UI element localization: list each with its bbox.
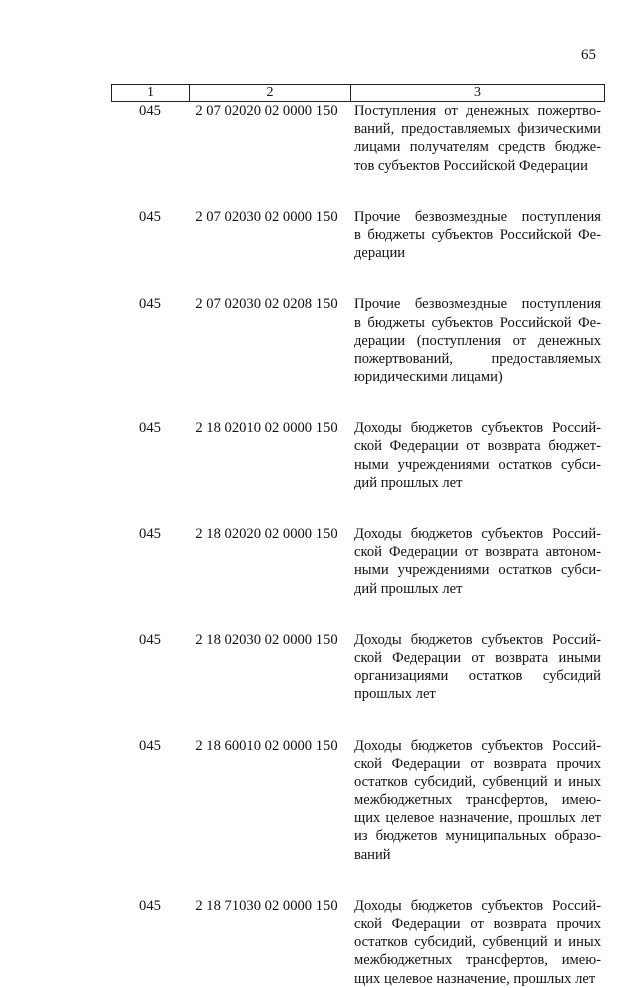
description-line: ской Федерации от возврата прочих xyxy=(354,755,601,772)
description-cell xyxy=(350,737,603,864)
description-line: в бюджеты субъектов Российской Фе- xyxy=(354,226,601,243)
description-line: ваний xyxy=(354,846,391,863)
description-cell xyxy=(350,208,603,263)
description-line: прошлых лет xyxy=(354,686,436,703)
description-line: организациями остатков субсидий xyxy=(354,668,601,685)
revenue-code-cell: 2 18 02010 02 0000 150 xyxy=(195,420,338,437)
admin-code-cell: 045 xyxy=(139,420,161,437)
description-line: Прочие безвозмездные поступления xyxy=(354,208,601,225)
admin-code-cell: 045 xyxy=(139,103,161,119)
description-line: дерации xyxy=(354,245,406,262)
description-cell xyxy=(350,897,603,988)
table-row xyxy=(111,102,603,175)
description-line: ваний, предоставляемых физическими xyxy=(354,121,601,138)
table-row xyxy=(111,295,603,386)
description-line: пожертвований, предоставляемых xyxy=(354,350,601,367)
revenue-code-cell: 2 18 71030 02 0000 150 xyxy=(195,897,338,914)
table-row xyxy=(111,897,603,988)
admin-code-cell: 045 xyxy=(139,526,161,542)
admin-code-cell: 045 xyxy=(139,296,161,313)
description-cell xyxy=(350,295,603,386)
description-line: дий прошлых лет xyxy=(354,580,463,597)
description-line: ской Федерации от возврата иными xyxy=(354,649,601,666)
page-number: 65 xyxy=(581,47,596,63)
description-line: дерации (поступления от денежных xyxy=(354,332,601,349)
description-line: межбюджетных трансфертов, имею- xyxy=(354,952,601,969)
description-line: ской Федерации от возврата прочих xyxy=(354,916,601,932)
description-line: Доходы бюджетов субъектов Россий- xyxy=(354,631,601,648)
description-line: юридическими лицами) xyxy=(354,369,503,386)
admin-code-cell: 045 xyxy=(139,897,161,914)
description-cell xyxy=(350,102,603,175)
description-cell xyxy=(350,631,603,704)
description-line: из бюджетов муниципальных образо- xyxy=(354,828,601,845)
admin-code-cell: 045 xyxy=(139,737,161,754)
description-line: Доходы бюджетов субъектов Россий- xyxy=(354,897,601,914)
revenue-code-cell: 2 18 02020 02 0000 150 xyxy=(195,526,338,542)
description-line: межбюджетных трансфертов, имею- xyxy=(354,792,601,809)
table-row xyxy=(111,631,603,704)
description-line: щих целевое назначение, прошлых лет xyxy=(354,810,601,827)
revenue-code-cell: 2 18 60010 02 0000 150 xyxy=(195,737,338,754)
description-cell xyxy=(350,419,603,492)
description-line: ными учреждениями остатков субси- xyxy=(354,562,601,579)
table-row xyxy=(111,419,603,492)
description-line: остатков субсидий, субвенций и иных xyxy=(354,773,601,790)
table-row xyxy=(111,737,603,864)
description-line: ской Федерации от возврата автоном- xyxy=(354,544,601,561)
table-header xyxy=(111,84,605,102)
description-cell xyxy=(350,525,603,598)
admin-code-cell: 045 xyxy=(139,208,161,225)
description-line: в бюджеты субъектов Российской Фе- xyxy=(354,314,601,331)
admin-code-cell: 045 xyxy=(139,631,161,648)
description-line: Прочие безвозмездные поступления xyxy=(354,296,601,313)
header-col-2: 2 xyxy=(190,85,351,101)
header-col-3: 3 xyxy=(474,85,481,100)
description-line: щих целевое назначение, прошлых лет xyxy=(354,970,596,987)
description-line: лицами получателям средств бюдже- xyxy=(354,139,601,156)
header-col-1: 1 xyxy=(112,85,190,101)
table-row xyxy=(111,525,603,598)
revenue-code-cell: 2 07 02030 02 0000 150 xyxy=(195,208,338,225)
revenue-code-cell: 2 07 02030 02 0208 150 xyxy=(195,296,338,313)
table-row xyxy=(111,208,603,263)
table-body xyxy=(111,102,603,988)
description-line: Доходы бюджетов субъектов Россий- xyxy=(354,420,601,437)
revenue-code-cell: 2 18 02030 02 0000 150 xyxy=(195,631,338,648)
revenue-code-cell: 2 07 02020 02 0000 150 xyxy=(195,103,338,119)
description-line: остатков субсидий, субвенций и иных xyxy=(354,934,601,951)
description-line: дий прошлых лет xyxy=(354,474,463,491)
description-line: тов субъектов Российской Федерации xyxy=(354,157,588,174)
description-line: Доходы бюджетов субъектов Россий- xyxy=(354,526,601,542)
description-line: Доходы бюджетов субъектов Россий- xyxy=(354,737,601,754)
description-line: ными учреждениями остатков субси- xyxy=(354,456,601,473)
description-line: ской Федерации от возврата бюджет- xyxy=(354,438,601,455)
description-line: Поступления от денежных пожертво- xyxy=(354,103,601,119)
